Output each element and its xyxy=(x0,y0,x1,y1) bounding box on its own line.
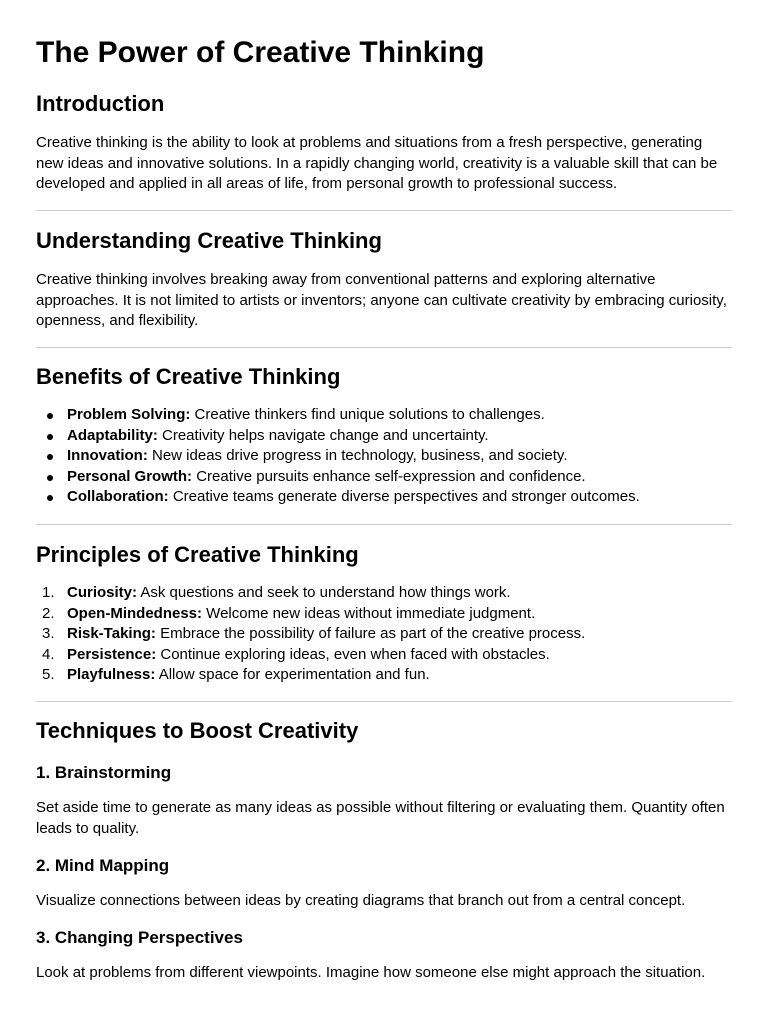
principle-term: Persistence: xyxy=(67,645,157,663)
understanding-heading: Understanding Creative Thinking xyxy=(36,228,382,253)
technique-paragraph: Set aside time to generate as many ideas as possible without filtering or evaluating them. Quantity often leads to quality. xyxy=(36,799,725,837)
benefit-text: Creativity helps navigate change and uncertainty. xyxy=(157,426,489,444)
technique-heading: 2. Mind Mapping xyxy=(36,856,170,875)
principle-text: Ask questions and seek to understand how things work. xyxy=(137,584,511,601)
list-item xyxy=(36,583,732,604)
principle-text: Continue exploring ideas, even when faced with obstacles. xyxy=(156,645,550,663)
intro-section xyxy=(36,90,732,118)
technique-paragraph: Look at problems from different viewpoints. Imagine how someone else might approach the situation. xyxy=(36,964,706,981)
benefit-term: Collaboration: xyxy=(67,488,169,505)
list-item xyxy=(36,426,732,447)
principles-heading: Principles of Creative Thinking xyxy=(36,542,359,567)
list-item xyxy=(36,405,732,426)
principle-text: Embrace the possibility of failure as part of the creative process. xyxy=(155,625,586,642)
benefits-list xyxy=(36,405,732,508)
intro-paragraph: Creative thinking is the ability to look at problems and situations from a fresh perspective, generating new ideas and innovative solutions. In a rapidly changing world, creativity is a valuable skill that can be developed and applied in all areas of life, from personal growth to professional success. xyxy=(36,134,718,192)
principle-term: Open-Mindedness: xyxy=(67,604,203,622)
list-number: 2. xyxy=(42,604,55,622)
benefit-text: New ideas drive progress in technology, business, and society. xyxy=(147,447,568,464)
divider xyxy=(36,347,732,348)
principles-section xyxy=(36,541,732,569)
principle-term: Risk-Taking: xyxy=(67,625,156,642)
list-number: 5. xyxy=(42,666,55,683)
page-title: The Power of Creative Thinking xyxy=(36,36,485,69)
list-number: 3. xyxy=(42,625,55,642)
intro-heading: Introduction xyxy=(36,91,165,116)
technique-changing-perspectives-body xyxy=(36,963,732,984)
list-item xyxy=(36,487,732,508)
benefits-heading: Benefits of Creative Thinking xyxy=(36,364,341,389)
techniques-section xyxy=(36,717,732,745)
benefit-text: Creative thinkers find unique solutions to challenges. xyxy=(190,406,545,423)
technique-brainstorming-body xyxy=(36,798,732,839)
list-item xyxy=(36,645,732,666)
list-number: 1. xyxy=(42,584,55,601)
technique-brainstorming xyxy=(36,762,732,784)
principle-text: Allow space for experimentation and fun. xyxy=(155,666,430,683)
list-item xyxy=(36,467,732,488)
principle-term: Playfulness: xyxy=(67,666,156,683)
understanding-body xyxy=(36,270,732,332)
technique-changing-perspectives xyxy=(36,927,732,949)
understanding-section xyxy=(36,227,732,255)
intro-body xyxy=(36,133,732,195)
divider xyxy=(36,701,732,702)
technique-heading: 3. Changing Perspectives xyxy=(36,928,243,947)
bullet-icon xyxy=(47,434,53,440)
principle-text: Welcome new ideas without immediate judgment. xyxy=(202,604,536,622)
technique-mind-mapping xyxy=(36,855,732,877)
benefit-term: Problem Solving: xyxy=(67,406,191,423)
principle-term: Curiosity: xyxy=(67,584,138,601)
technique-paragraph: Visualize connections between ideas by creating diagrams that branch out from a central concept. xyxy=(36,892,686,909)
principles-list xyxy=(36,583,732,686)
benefits-section xyxy=(36,363,732,391)
bullet-icon xyxy=(47,475,53,481)
bullet-icon xyxy=(47,454,53,460)
divider xyxy=(36,524,732,525)
benefit-text: Creative pursuits enhance self-expression and confidence. xyxy=(192,467,586,485)
bullet-icon xyxy=(47,495,53,501)
techniques-heading: Techniques to Boost Creativity xyxy=(36,718,359,743)
benefit-term: Personal Growth: xyxy=(67,467,193,485)
bullet-icon xyxy=(47,413,53,419)
technique-heading: 1. Brainstorming xyxy=(36,763,172,782)
benefit-term: Adaptability: xyxy=(67,426,158,444)
understanding-paragraph: Creative thinking involves breaking away from conventional patterns and exploring alternative approaches. It is not limited to artists or inventors; anyone can cultivate creativity by embracing curiosity, openness, and flexibility. xyxy=(36,271,727,329)
benefits-list-wrap xyxy=(36,405,732,508)
divider xyxy=(36,210,732,211)
list-item xyxy=(36,665,732,686)
list-item xyxy=(36,624,732,645)
list-number: 4. xyxy=(42,645,55,663)
benefit-text: Creative teams generate diverse perspectives and stronger outcomes. xyxy=(168,488,640,505)
list-item xyxy=(36,604,732,625)
list-item xyxy=(36,446,732,467)
benefit-term: Innovation: xyxy=(67,447,148,464)
technique-mind-mapping-body xyxy=(36,891,732,912)
principles-list-wrap xyxy=(36,583,732,686)
